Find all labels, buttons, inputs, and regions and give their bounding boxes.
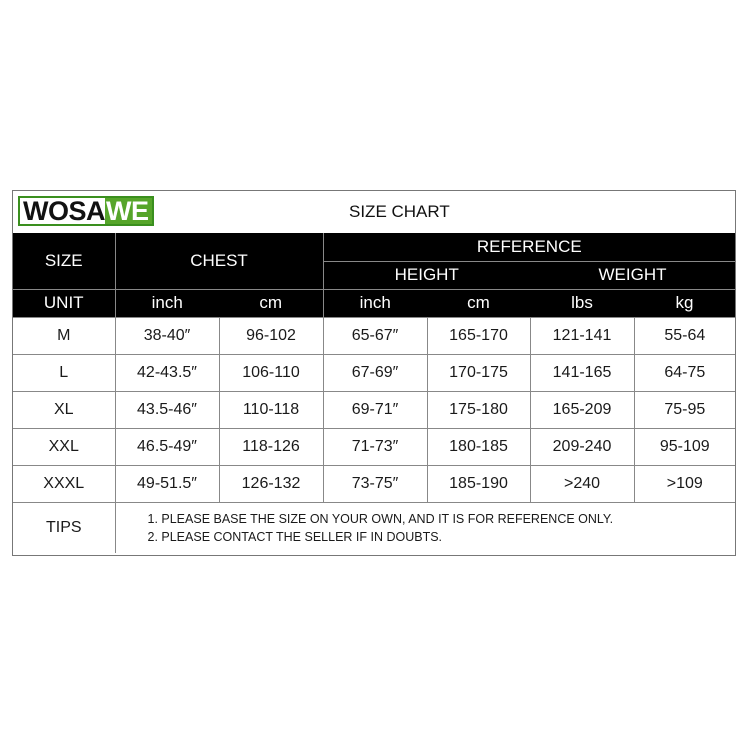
table-cell: 165-170 — [427, 317, 530, 354]
tip-line: 2. PLEASE CONTACT THE SELLER IF IN DOUBTS. — [147, 529, 443, 544]
header-height: HEIGHT — [323, 261, 530, 289]
table-row — [13, 465, 735, 502]
table-cell: 110-118 — [219, 391, 323, 428]
table-cell: 185-190 — [427, 465, 530, 502]
brand-logo — [18, 196, 154, 226]
table-cell: 49-51.5″ — [115, 465, 219, 502]
size-table — [13, 233, 735, 553]
table-cell: 170-175 — [427, 354, 530, 391]
size-chart — [12, 190, 736, 556]
table-cell: 69-71″ — [323, 391, 427, 428]
unit-chest-cm: cm — [219, 289, 323, 317]
table-cell: 42-43.5″ — [115, 354, 219, 391]
brand-logo-part2: WE — [105, 198, 152, 224]
chart-title: SIZE CHART — [349, 202, 450, 221]
table-cell: 118-126 — [219, 428, 323, 465]
header-weight: WEIGHT — [530, 261, 735, 289]
tip-line: 1. PLEASE BASE THE SIZE ON YOUR OWN, AND IT IS FOR REFERENCE ONLY. — [147, 511, 614, 526]
table-cell: 175-180 — [427, 391, 530, 428]
table-cell: 95-109 — [634, 428, 735, 465]
table-cell: 67-69″ — [323, 354, 427, 391]
table-cell: 71-73″ — [323, 428, 427, 465]
table-cell: 73-75″ — [323, 465, 427, 502]
table-cell: 180-185 — [427, 428, 530, 465]
table-cell: >109 — [634, 465, 735, 502]
table-cell: 121-141 — [530, 317, 634, 354]
tips-label: TIPS — [13, 502, 115, 553]
table-cell: 141-165 — [530, 354, 634, 391]
table-cell: 64-75 — [634, 354, 735, 391]
header-size: SIZE — [13, 233, 115, 289]
table-cell: 126-132 — [219, 465, 323, 502]
header-reference: REFERENCE — [323, 233, 735, 261]
unit-weight-lbs: lbs — [530, 289, 634, 317]
table-cell: 96-102 — [219, 317, 323, 354]
table-cell: 38-40″ — [115, 317, 219, 354]
size-label: L — [13, 354, 115, 391]
table-cell: 106-110 — [219, 354, 323, 391]
unit-height-cm: cm — [427, 289, 530, 317]
table-row — [13, 428, 735, 465]
tips-row — [13, 502, 735, 553]
table-cell: 55-64 — [634, 317, 735, 354]
table-cell: 209-240 — [530, 428, 634, 465]
size-label: XXL — [13, 428, 115, 465]
brand-logo-part1: WOSA — [20, 198, 105, 224]
table-row — [13, 317, 735, 354]
unit-height-inch: inch — [323, 289, 427, 317]
table-cell: 65-67″ — [323, 317, 427, 354]
table-cell: 165-209 — [530, 391, 634, 428]
unit-weight-kg: kg — [634, 289, 735, 317]
table-cell: 75-95 — [634, 391, 735, 428]
table-cell: 46.5-49″ — [115, 428, 219, 465]
table-row — [13, 391, 735, 428]
unit-chest-inch: inch — [115, 289, 219, 317]
size-label: XL — [13, 391, 115, 428]
table-row — [13, 354, 735, 391]
table-cell: >240 — [530, 465, 634, 502]
size-label: XXXL — [13, 465, 115, 502]
table-cell: 43.5-46″ — [115, 391, 219, 428]
chart-title-row — [13, 191, 735, 234]
header-chest: CHEST — [115, 233, 323, 289]
size-label: M — [13, 317, 115, 354]
header-unit: UNIT — [13, 289, 115, 317]
tips-text — [115, 502, 735, 553]
